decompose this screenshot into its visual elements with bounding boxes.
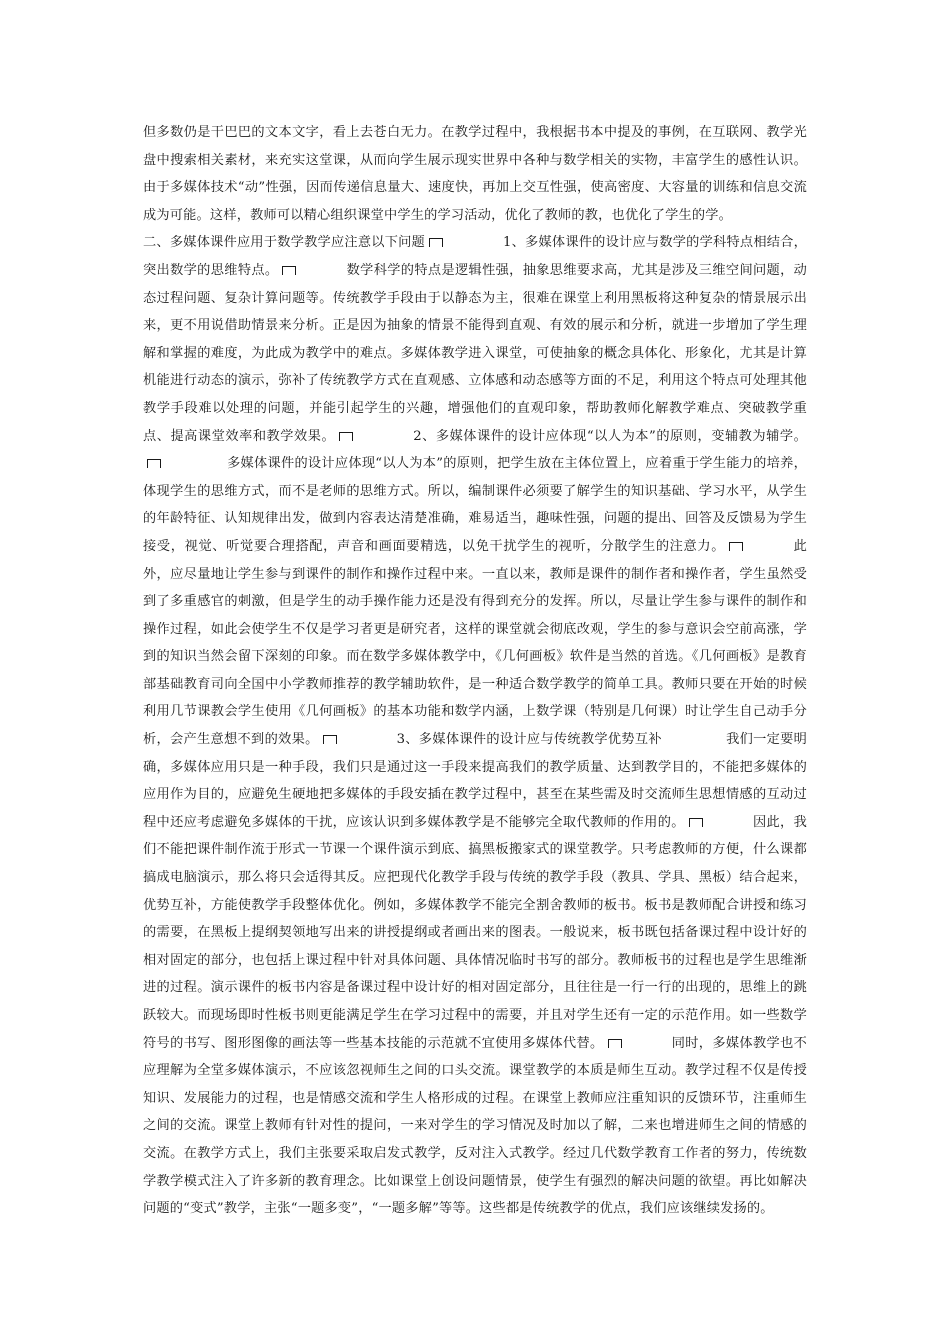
line-break-icon (323, 735, 337, 744)
point-1-body: 数学科学的特点是逻辑性强，抽象思维要求高，尤其是涉及三维空间问题，动态过程问题、复杂计算问题等。传统教学手段由于以静态为主，很难在课堂上利用黑板将这种复杂的情景展示出来，更不用说借助情景来分析。正是因为抽象的情景不能得到直观、有效的展示和分析，就进一步增加了学生理解和掌握的难度，为此成为教学中的难点。多媒体教学进入课堂，可使抽象的概念具体化、形象化，尤其是计算机能进行动态的演示，弥补了传统教学方式在直观感、立体感和动态感等方面的不足，利用这个特点可处理其他教学手段难以处理的问题，并能引起学生的兴趣，增强他们的直观印象，帮助教师化解教学难点、突破教学重点、提高课堂效率和教学效果。 (143, 262, 808, 444)
section-heading: 二、多媒体课件应用于数学教学应注意以下问题 (143, 235, 425, 251)
point-2-title: 2、多媒体课件的设计应体现“以人为本”的原则，变辅教为辅学。 (413, 428, 807, 444)
line-break-icon (429, 238, 443, 247)
line-break-icon (608, 1039, 622, 1048)
point-3-title: 3、多媒体课件的设计应与传统教学优势互补 (396, 732, 662, 748)
point-2-body: 多媒体课件的设计应体现“以人为本”的原则，把学生放在主体位置上，应着重于学生能力的培养，体现学生的思维方式，而不是老师的思维方式。所以，编制课件必须要了解学生的知识基础、学习水平，从学生的年龄特征、认知规律出发，做到内容表达清楚准确，难易适当，趣味性强，问题的提出、回答及反馈易为学生接受，视觉、听觉要合理搭配，声音和画面要精选，以免干扰学生的视听，分散学生的注意力。 (143, 456, 807, 554)
line-break-icon (282, 266, 296, 275)
point-3-body: 我们一定要明确，多媒体应用只是一种手段，我们只是通过这一手段来提高我们的教学质量、达到教学目的，不能把多媒体的应用作为目的，应避免生硬地把多媒体的手段安插在教学过程中，甚至在某些需及时交流师生思想情感的互动过程中还应考虑避免多媒体的干扰，应该认识到多媒体教学是不能够完全取代教师的作用的。 (143, 732, 807, 830)
paragraph-intro-text: 但多数仍是干巴巴的文本文字，看上去苍白无力。在教学过程中，我根据书本中提及的事例，在互联网、教学光盘中搜索相关素材，来充实这堂课，从而向学生展示现实世界中各种与数学相关的实物，丰富学生的感性认识。由于多媒体技术“动”性强，因而传递信息量大、速度快，再加上交互性强，使高密度、大容量的训练和信息交流成为可能。这样，教师可以精心组织课堂中学生的学习活动，优化了教师的教，也优化了学生的学。 (143, 125, 807, 223)
paragraph-intro (143, 119, 807, 229)
line-break-icon (729, 542, 743, 551)
point-3-body-3: 同时，多媒体教学也不应理解为全堂多媒体演示，不应该忽视师生之间的口头交流。课堂教学的本质是师生互动。教学过程不仅是传授知识、发展能力的过程，也是情感交流和学生人格形成的过程。在课堂上教师应注重知识的反馈环节，注重师生之间的交流。课堂上教师有针对性的提问，一来对学生的学习情况及时加以了解，二来也增进师生之间的情感的交流。在教学方式上，我们主张要采取启发式教学，反对注入式教学。经过几代数学教育工作者的努力，传统数学教学模式注入了许多新的教育理念。比如课堂上创设问题情景，使学生有强烈的解决问题的欲望。再比如解决问题的“变式”教学，主张“一题多变”，“一题多解”等等。这些都是传统教学的优点，我们应该继续发扬的。 (143, 1035, 808, 1217)
point-3-body-2: 因此，我们不能把课件制作流于形式一节课一个课件演示到底、搞黑板搬家式的课堂教学。只考虑教师的方便，什么课都搞成电脑演示，那么将只会适得其反。应把现代化教学手段与传统的教学手段（教具、学具、黑板）结合起来，优势互补，方能使教学手段整体优化。例如，多媒体教学不能完全割舍教师的板书。板书是教师配合讲授和练习的需要，在黑板上提纲契领地写出来的讲授提纲或者画出来的图表。一般说来，板书既包括备课过程中设计好的相对固定的部分，也包括上课过程中针对具体问题、具体情况临时书写的部分。教师板书的过程也是学生思维渐进的过程。演示课件的板书内容是备课过程中设计好的相对固定部分，且往往是一行一行的出现的，思维上的跳跃较大。而现场即时性板书则更能满足学生在学习过程中的需要，并且对学生还有一定的示范作用。如一些数学符号的书写、图形图像的画法等一些基本技能的示范就不宜使用多媒体代替。 (143, 814, 807, 1051)
document-body (143, 119, 807, 1223)
paragraph-section-2 (143, 229, 807, 1222)
point-2-body-2: 此外，应尽量地让学生参与到课件的制作和操作过程中来。一直以来，教师是课件的制作者和操作者，学生虽然受到了多重感官的刺激，但是学生的动手操作能力还是没有得到充分的发挥。所以，尽量让学生参与课件的制作和操作过程，如此会使学生不仅是学习者更是研究者，这样的课堂就会彻底改观，学生的参与意识会空前高涨，学到的知识当然会留下深刻的印象。而在数学多媒体教学中，《几何画板》软件是当然的首选。《几何画板》是教育部基础教育司向全国中小学教师推荐的教学辅助软件，是一种适合数学教学的简单工具。教师只要在开始的时候利用几节课教会学生使用《几何画板》的基本功能和数学内涵，上数学课（特别是几何课）时让学生自己动手分析，会产生意想不到的效果。 (143, 538, 808, 748)
line-break-icon (339, 432, 353, 441)
point-1-title: 1、多媒体课件的设计应与数学的学科特点相结合，突出数学的思维特点。 (143, 235, 807, 278)
line-break-icon (147, 459, 161, 468)
line-break-icon (689, 818, 703, 827)
